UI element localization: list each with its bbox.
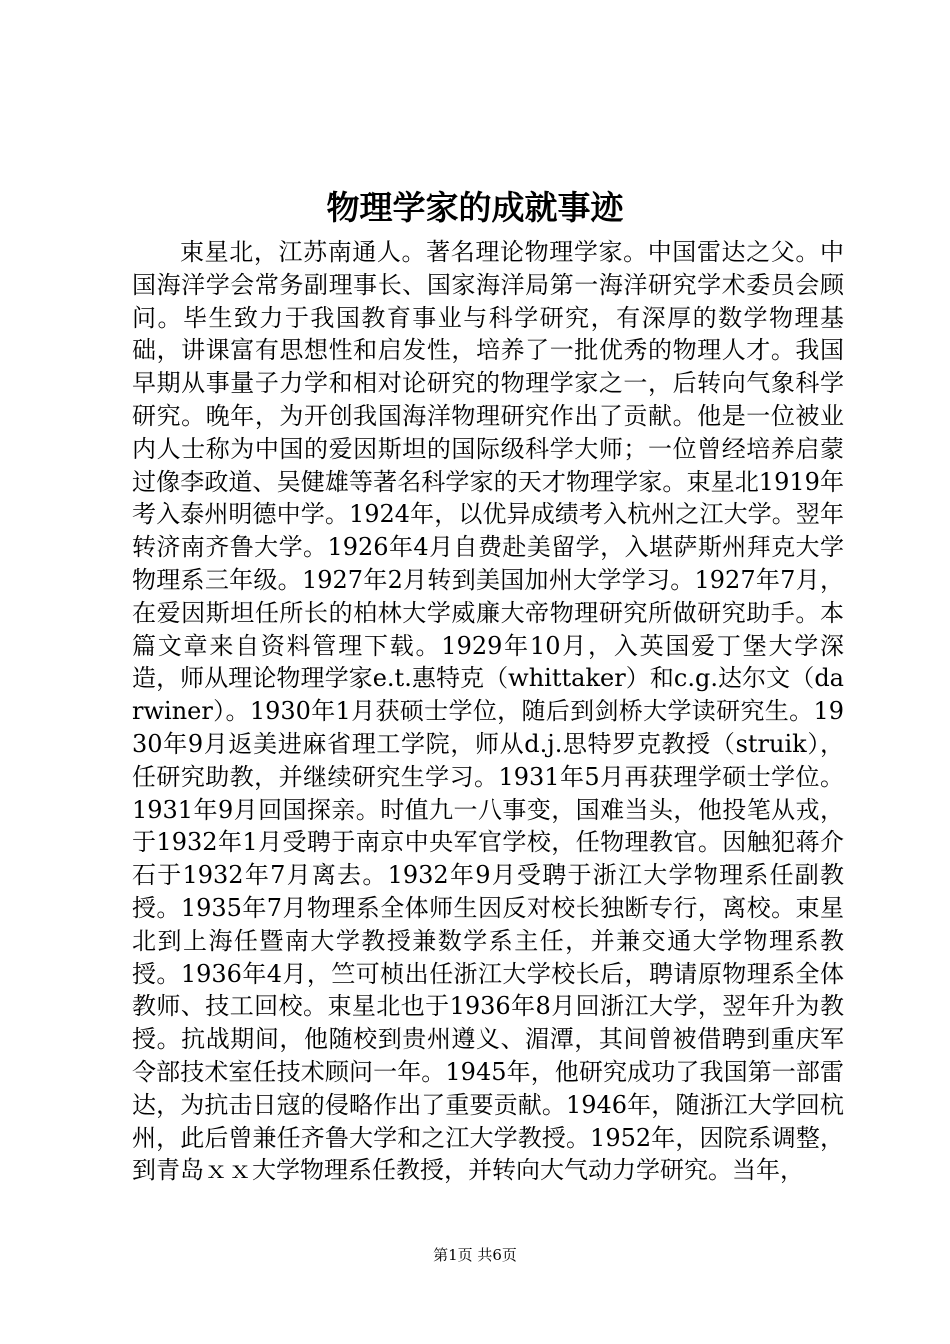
document-title: 物理学家的成就事迹	[326, 188, 624, 227]
page-footer: 第1页 共6页	[433, 1246, 517, 1264]
body-paragraph: 束星北，江苏南通人。著名理论物理学家。中国雷达之父。中国海洋学会常务副理事长、国家海洋局第一海洋研究学术委员会顾问。毕生致力于我国教育事业与科学研究，有深厚的数学物理基础，讲课富有思想性和启发性，培养了一批优秀的物理人才。我国早期从事量子力学和相对论研究的物理学家之一，后转向气象科学研究。晚年，为开创我国海洋物理研究作出了贡献。他是一位被业内人士称为中国的爱因斯坦的国际级科学大师；一位曾经培养启蒙过像李政道、吴健雄等著名科学家的天才物理学家。束星北1919年考入泰州明德中学。1924年，以优异成绩考入杭州之江大学。翌年转济南齐鲁大学。1926年4月自费赴美留学，入堪萨斯州拜克大学物理系三年级。1927年2月转到美国加州大学学习。1927年7月，在爱因斯坦任所长的柏林大学威廉大帝物理研究所做研究助手。本篇文章来自资料管理下载。1929年10月，入英国爱丁堡大学深造，师从理论物理学家e.t.惠特克（whittaker）和c.g.达尔文（darwiner）。1930年1月获硕士学位，随后到剑桥大学读研究生。1930年9月返美进麻省理工学院，师从d.j.思特罗克教授（struik），任研究助教，并继续研究生学习。1931年5月再获理学硕士学位。1931年9月回国探亲。时值九一八事变，国难当头，他投笔从戎，于1932年1月受聘于南京中央军官学校，任物理教官。因触犯蒋介石于1932年7月离去。1932年9月受聘于浙江大学物理系任副教授。1935年7月物理系全体师生因反对校长独断专行，离校。束星北到上海任暨南大学教授兼数学系主任，并兼交通大学物理系教授。1936年4月，竺可桢出任浙江大学校长后，聘请原物理系全体教师、技工回校。束星北也于1936年8月回浙江大学，翌年升为教授。抗战期间，他随校到贵州遵义、湄潭，其间曾被借聘到重庆军令部技术室任技术顾问一年。1945年，他研究成功了我国第一部雷达，为抗击日寇的侵略作出了重要贡献。1946年，随浙江大学回杭州，此后曾兼任齐鲁大学和之江大学教授。1952年，因院系调整，到青岛ｘｘ大学物理系任教授，并转向大气动力学研究。当年，	[132, 238, 844, 1185]
